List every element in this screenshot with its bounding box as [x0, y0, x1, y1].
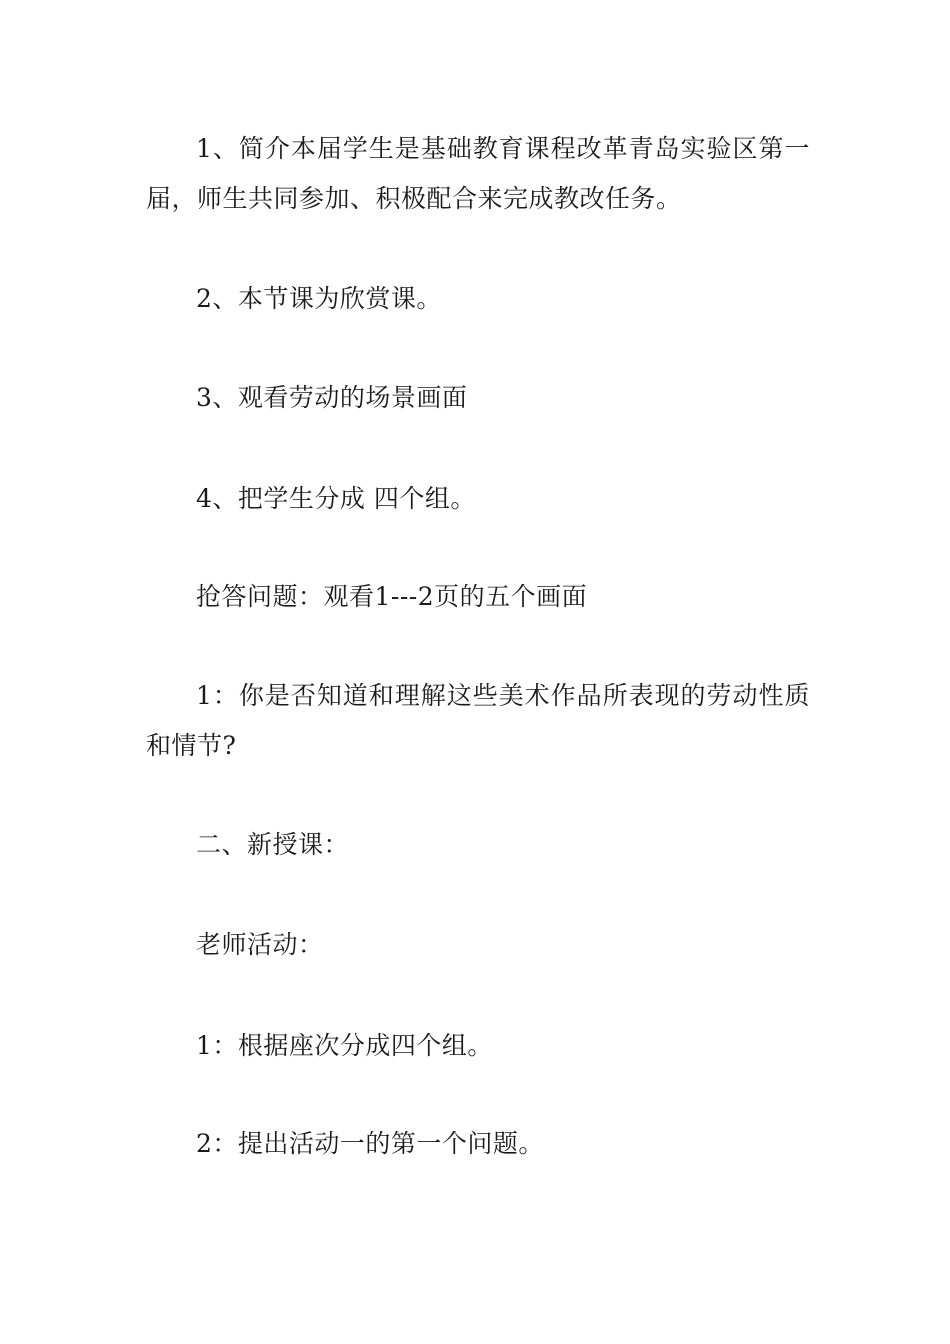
section-heading-new-lesson: 二、新授课：: [196, 830, 350, 859]
paragraph-groups: 4、把学生分成 四个组。: [196, 484, 476, 513]
paragraph-lesson-type: 2、本节课为欣赏课。: [196, 284, 442, 313]
paragraph-teacher-activity: 老师活动：: [196, 930, 324, 959]
paragraph-quick-questions: 抢答问题：观看1---2页的五个画面: [196, 582, 588, 611]
paragraph-seat-groups: 1：根据座次分成四个组。: [196, 1031, 493, 1060]
paragraph-question-one: 1：你是否知道和理解这些美术作品所表现的劳动性质和情节?: [146, 681, 810, 760]
paragraph-intro: 1、简介本届学生是基础教育课程改革青岛实验区第一届，师生共同参加、积极配合来完成教改任务。: [146, 134, 810, 213]
paragraph-first-question: 2：提出活动一的第一个问题。: [196, 1129, 544, 1158]
paragraph-watch-scenes: 3、观看劳动的场景画面: [196, 383, 468, 412]
